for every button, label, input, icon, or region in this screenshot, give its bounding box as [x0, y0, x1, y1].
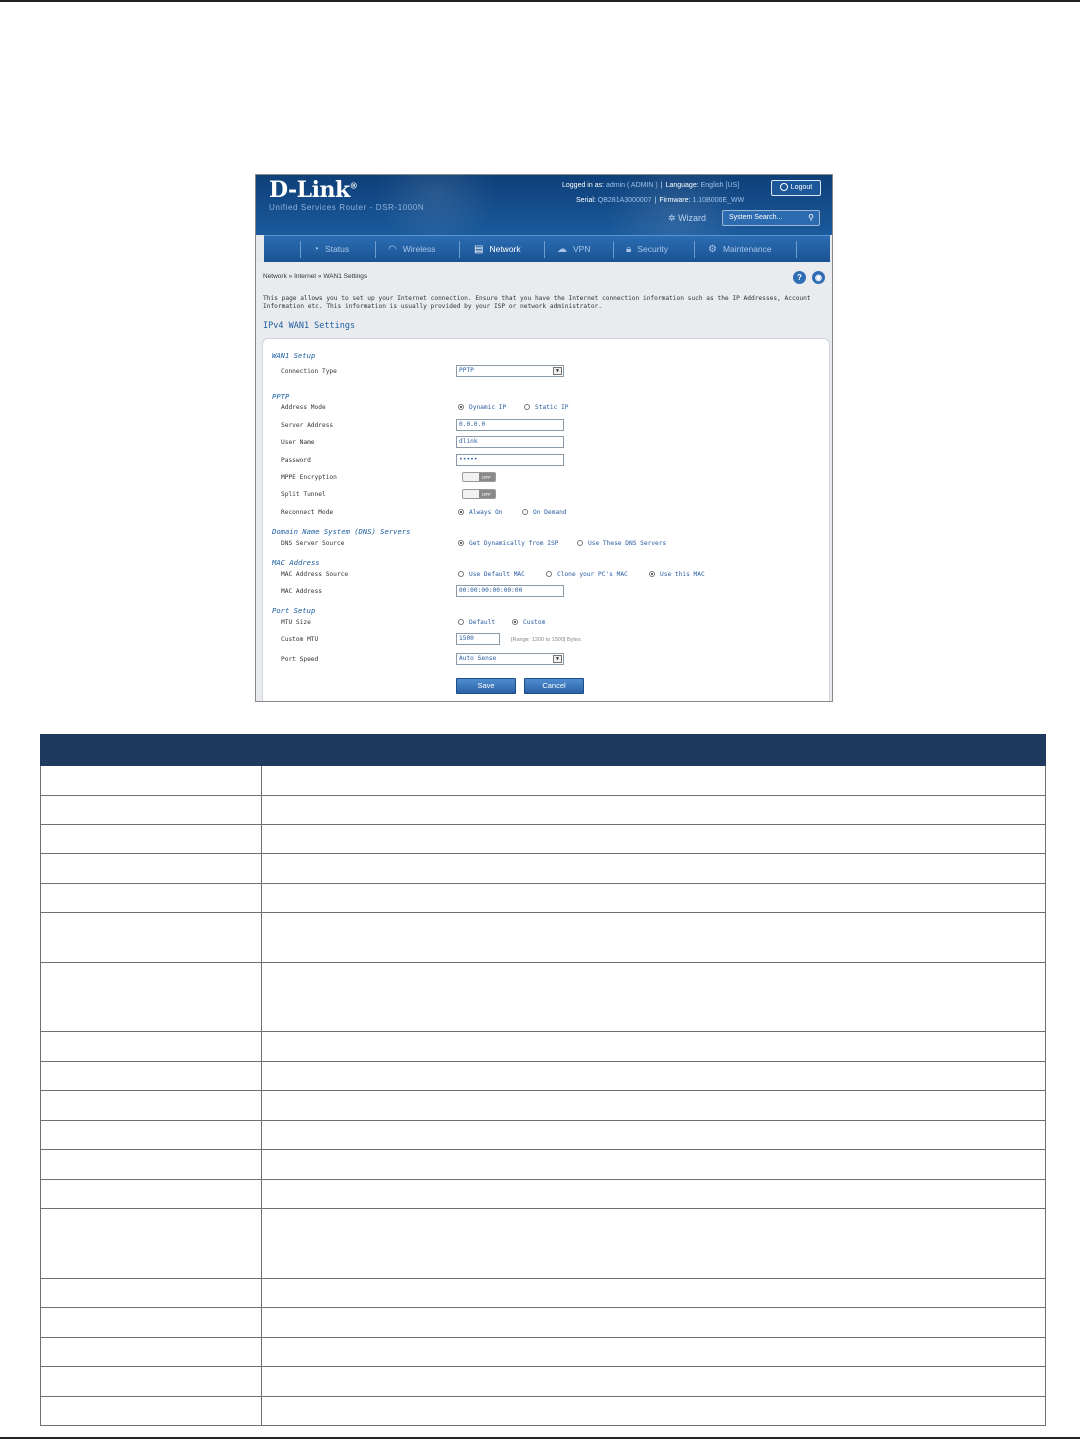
header-banner [256, 175, 832, 235]
table-cell [41, 1367, 262, 1397]
nav-divider [544, 241, 545, 258]
table-cell [262, 884, 1046, 913]
mtu-range-hint: [Range: 1200 to 1500] Bytes [511, 637, 581, 643]
split-tunnel-label: Split Tunnel [281, 491, 326, 498]
nav-divider [300, 241, 301, 258]
vpn-icon: ☁ [557, 244, 567, 255]
user-name-label: User Name [281, 439, 315, 446]
radio-static-ip[interactable]: Static IP [524, 404, 569, 411]
table-row [41, 1209, 1046, 1279]
table-cell [262, 1180, 1046, 1209]
mac-address-label: MAC Address [281, 588, 322, 595]
nav-maintenance[interactable]: ⚙ Maintenance [708, 244, 772, 255]
table-cell [41, 1397, 262, 1426]
address-mode-label: Address Mode [281, 404, 326, 411]
radio-dns-isp[interactable]: Get Dynamically from ISP [458, 540, 558, 547]
router-screenshot [255, 174, 833, 702]
password-input[interactable]: ••••• [456, 454, 564, 466]
radio-dynamic-ip[interactable]: Dynamic IP [458, 404, 506, 411]
main-nav [264, 235, 830, 262]
nav-divider [694, 241, 695, 258]
radio-dns-custom[interactable]: Use These DNS Servers [577, 540, 666, 547]
table-row [41, 884, 1046, 913]
table-row [41, 1338, 1046, 1367]
breadcrumb: Network » Internet » WAN1 Settings [263, 273, 368, 280]
port-speed-select[interactable]: Auto Sense ▼ [456, 653, 564, 665]
table-row [41, 766, 1046, 796]
radio-on-demand[interactable]: On Demand [522, 509, 567, 516]
lock-icon: 🔒︎ [626, 244, 632, 255]
mac-source-label: MAC Address Source [281, 571, 349, 578]
table-cell [41, 1279, 262, 1308]
chevron-down-icon: ▼ [553, 367, 562, 375]
table-cell [41, 913, 262, 963]
radio-clone-mac[interactable]: Clone your PC's MAC [546, 571, 628, 578]
table-cell [262, 963, 1046, 1032]
table-row [41, 1180, 1046, 1209]
table-row [41, 963, 1046, 1032]
radio-mtu-default[interactable]: Default [458, 619, 495, 626]
dns-title: Domain Name System (DNS) Servers [272, 527, 411, 536]
bottom-rule [0, 1437, 1080, 1439]
table-cell [262, 1091, 1046, 1121]
table-row [41, 1367, 1046, 1397]
mac-title: MAC Address [272, 558, 320, 567]
server-address-input[interactable]: 0.0.0.0 [456, 419, 564, 431]
table-cell [262, 1062, 1046, 1091]
radio-this-mac[interactable]: Use this MAC [649, 571, 705, 578]
table-row [41, 1397, 1046, 1426]
nav-divider [459, 241, 460, 258]
product-name: Unified Services Router - DSR-1000N [269, 203, 425, 212]
settings-panel [262, 338, 830, 702]
port-setup-title: Port Setup [272, 606, 316, 615]
custom-mtu-input[interactable]: 1500 [456, 633, 500, 645]
wifi-icon: ◠ [388, 244, 397, 255]
table-row [41, 1091, 1046, 1121]
save-button[interactable]: Save [456, 678, 516, 694]
device-info: Serial: QB281A3000007 | Firmware: 1.10B006E_WW [576, 197, 745, 204]
reconnect-mode-label: Reconnect Mode [281, 509, 334, 516]
network-icon: ▤ [474, 244, 484, 255]
mtu-size-label: MTU Size [281, 619, 311, 626]
wizard-icon: ✲ [668, 213, 676, 223]
table-cell [41, 854, 262, 884]
login-info: Logged in as: admin ( ADMIN ) | Language: English [US] [562, 182, 740, 189]
nav-divider [613, 241, 614, 258]
table-cell [41, 1062, 262, 1091]
table-row [41, 796, 1046, 825]
table-cell [262, 825, 1046, 854]
split-tunnel-toggle[interactable]: OFF [462, 489, 496, 499]
power-icon [780, 183, 788, 191]
table-cell [41, 1338, 262, 1367]
pptp-title: PPTP [272, 392, 290, 401]
table-row [41, 913, 1046, 963]
connection-type-select[interactable]: PPTP ▼ [456, 365, 564, 377]
nav-vpn[interactable]: ☁ VPN [557, 244, 591, 255]
table-cell [41, 1032, 262, 1062]
table-cell [262, 1308, 1046, 1338]
table-header-cell [262, 735, 1046, 766]
table-cell [41, 884, 262, 913]
table-cell [262, 1209, 1046, 1279]
table-cell [262, 1032, 1046, 1062]
mppe-toggle[interactable]: OFF [462, 472, 496, 482]
table-row [41, 1062, 1046, 1091]
radio-default-mac[interactable]: Use Default MAC [458, 571, 525, 578]
custom-mtu-label: Custom MTU [281, 636, 319, 643]
page-description: This page allows you to set up your Internet connection. Ensure that you have the Internet connection information such as the IP Addresses, Account Information etc. This information is usually provided by your ISP or network administrator. [263, 295, 811, 310]
server-address-label: Server Address [281, 422, 334, 429]
dlink-logo: D-Link® [269, 177, 358, 203]
table-cell [262, 913, 1046, 963]
cancel-button[interactable]: Cancel [524, 678, 584, 694]
table-cell [41, 1209, 262, 1279]
table-cell [262, 1338, 1046, 1367]
mppe-label: MPPE Encryption [281, 474, 337, 481]
logout-button[interactable]: Logout [771, 180, 821, 196]
dns-source-label: DNS Server Source [281, 540, 345, 547]
table-row [41, 1032, 1046, 1062]
table-cell [41, 963, 262, 1032]
wan-setup-title: WAN1 Setup [272, 351, 316, 360]
gear-icon: ⚙ [708, 244, 717, 255]
nav-network[interactable]: ▤ Network [474, 244, 521, 255]
parameter-table [40, 734, 1046, 1426]
search-icon: ⚲ [808, 213, 814, 222]
table-row [41, 854, 1046, 884]
gauge-icon: ◔ [313, 244, 320, 255]
table-cell [262, 854, 1046, 884]
mac-address-input[interactable]: 00:00:00:00:00:00 [456, 585, 564, 597]
table-cell [41, 1180, 262, 1209]
table-row [41, 1121, 1046, 1150]
table-row [41, 1150, 1046, 1180]
table-cell [41, 1150, 262, 1180]
table-cell [41, 1121, 262, 1150]
table-cell [41, 1308, 262, 1338]
table-cell [41, 796, 262, 825]
chevron-down-icon: ▼ [553, 655, 562, 663]
table-cell [262, 766, 1046, 796]
nav-security[interactable]: 🔒︎ Security [626, 244, 669, 255]
connection-type-label: Connection Type [281, 368, 337, 375]
table-header-cell [41, 735, 262, 766]
table-cell [41, 1091, 262, 1121]
table-cell [262, 1397, 1046, 1426]
top-rule [0, 0, 1080, 2]
table-cell [262, 1279, 1046, 1308]
nav-wireless[interactable]: ◠ Wireless [388, 244, 436, 255]
radio-always-on[interactable]: Always On [458, 509, 503, 516]
page-title: IPv4 WAN1 Settings [263, 321, 356, 331]
table-cell [41, 825, 262, 854]
table-cell [41, 766, 262, 796]
port-speed-label: Port Speed [281, 656, 319, 663]
table-row [41, 825, 1046, 854]
table-cell [262, 1150, 1046, 1180]
table-cell [262, 1121, 1046, 1150]
password-label: Password [281, 457, 311, 464]
table-header-row [41, 735, 1046, 766]
radio-mtu-custom[interactable]: Custom [512, 619, 545, 626]
help-icon[interactable]: ? [793, 271, 806, 284]
nav-status[interactable]: ◔ Status [313, 244, 350, 255]
nav-divider [796, 241, 797, 258]
user-name-input[interactable]: dlink [456, 436, 564, 448]
language-selector[interactable]: English [US] [700, 182, 740, 189]
table-cell [262, 1367, 1046, 1397]
table-row [41, 1308, 1046, 1338]
nav-divider [375, 241, 376, 258]
wizard-link[interactable]: ✲ Wizard [668, 213, 707, 223]
logo-help-icon[interactable]: ◉ [812, 271, 825, 284]
system-search-input[interactable]: System Search... ⚲ [722, 210, 820, 226]
table-row [41, 1279, 1046, 1308]
table-cell [262, 796, 1046, 825]
